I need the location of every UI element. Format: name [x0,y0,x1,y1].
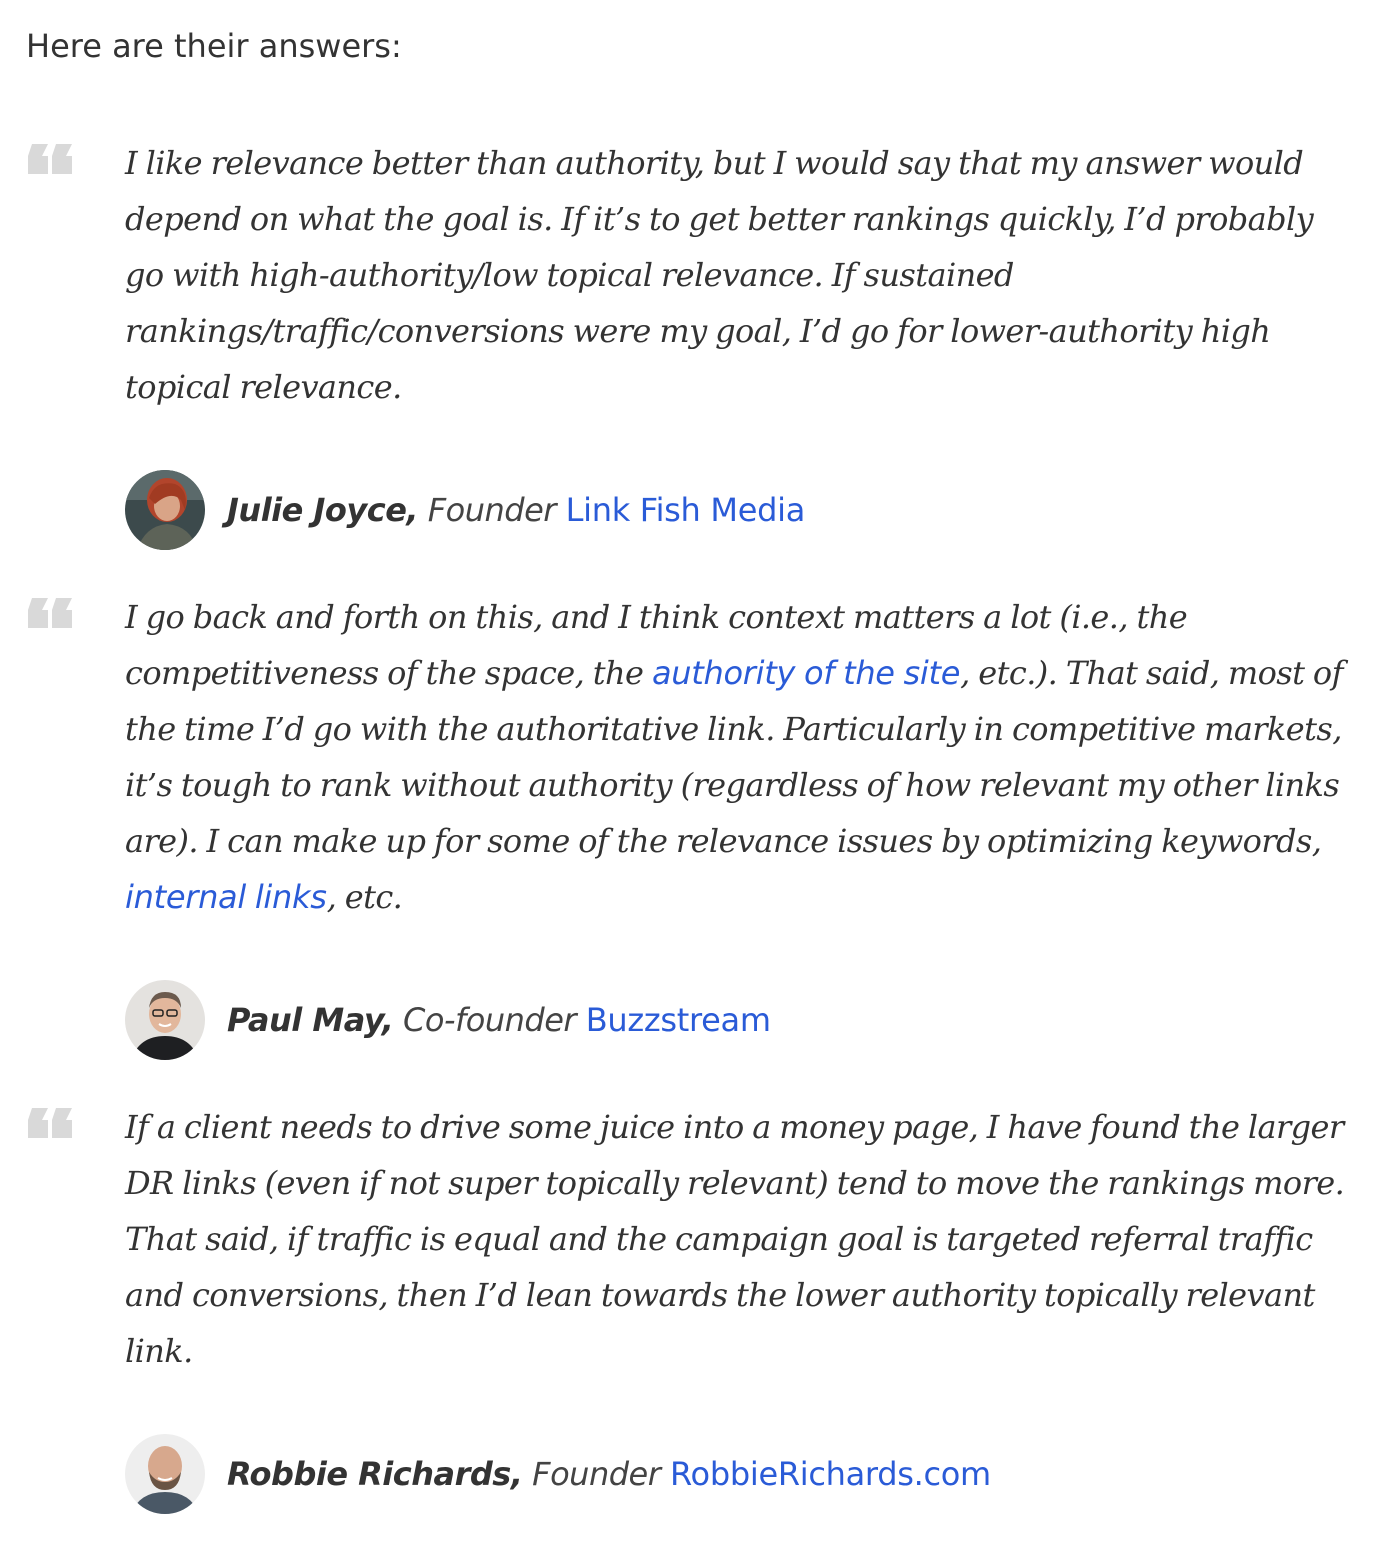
author-role: Founder [532,1455,661,1493]
attribution-text [227,1000,771,1040]
author-name: Julie Joyce, [227,491,419,529]
attribution [125,470,805,550]
internal-links-link[interactable]: internal links [125,878,327,916]
company-link[interactable]: Link Fish Media [565,491,806,529]
avatar [125,470,205,550]
author-name: Robbie Richards, [227,1455,523,1493]
author-role: Co-founder [403,1001,577,1039]
quote-mark-icon [26,144,76,174]
avatar [125,1434,205,1514]
intro-text: Here are their answers: [26,27,402,65]
authority-of-the-site-link[interactable]: authority of the site [651,654,961,692]
quote-text-part: I like relevance better than authority, but I would say that my answer would depend on what the goal is. If it’s to get better rankings quickly, I’d probably go with high-authority/low topical relevance. If sustained rankings/traffic/conversions were my goal, I’d go for lower-authority high topical relevance. [125,144,1314,406]
company-link[interactable]: Buzzstream [585,1001,771,1039]
attribution-text [227,1454,991,1494]
author-name: Paul May, [227,1001,394,1039]
quote-text-part: I go back and forth on this, and I think context matters a lot (i.e., the competitiveness of the space, the [125,598,1188,692]
quote-text-part: If a client needs to drive some juice into a money page, I have found the larger DR links (even if not super topically relevant) tend to move the rankings more. That said, if traffic is equal and the campaign goal is targeted referral traffic and conversions, then I’d lean towards the lower authority topically relevant link. [125,1108,1345,1370]
avatar [125,980,205,1060]
author-role: Founder [427,491,556,529]
quote-mark-icon [26,598,76,628]
quote-text [125,589,1345,925]
attribution [125,1434,991,1514]
quote-text-part: , etc.). That said, most of the time I’d go with the authoritative link. Particularly in competitive markets, it’s tough to rank without authority (regardless of how relevant my other links are). I can make up for some of the relevance issues by optimizing keywords, [125,654,1343,860]
company-link[interactable]: RobbieRichards.com [670,1455,991,1493]
quote-text [125,1099,1345,1379]
attribution [125,980,771,1060]
attribution-text [227,490,805,530]
quote-text [125,135,1345,415]
quote-text-part: , etc. [326,878,403,916]
quote-mark-icon [26,1108,76,1138]
